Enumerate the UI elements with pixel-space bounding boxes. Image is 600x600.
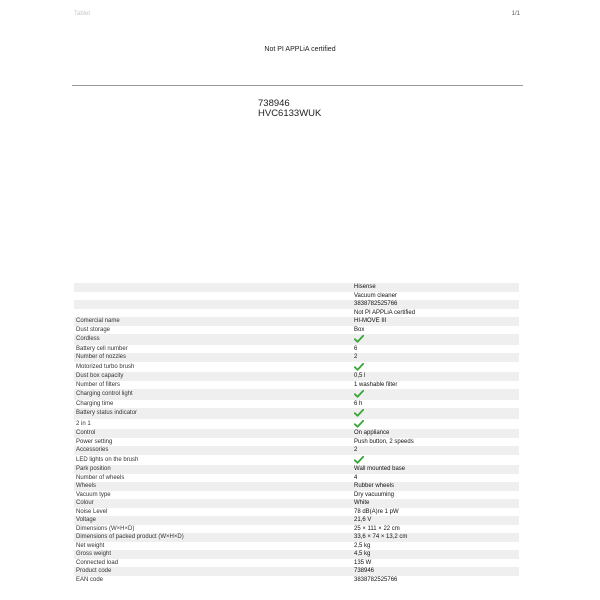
spec-value: On appliance: [354, 430, 390, 436]
checkmark-icon: [354, 420, 519, 428]
spec-label: Control: [76, 430, 96, 436]
spec-label: Dust storage: [76, 326, 111, 333]
spec-row: [74, 429, 519, 438]
spec-label: Motorized turbo brush: [76, 363, 135, 370]
spec-row: [74, 353, 519, 362]
product-code: 738946: [258, 98, 290, 109]
spec-value: Box: [354, 326, 365, 333]
spec-value: 3838782525766: [354, 301, 398, 307]
spec-label: Cordless: [76, 336, 100, 342]
spec-value: 4: [354, 474, 358, 481]
spec-row: [74, 516, 519, 525]
spec-row: [74, 408, 519, 419]
spec-row: [74, 455, 519, 466]
spec-value: 2: [354, 354, 358, 360]
spec-row: [74, 389, 519, 400]
spec-label: Colour: [76, 500, 94, 506]
spec-value: 21,6 V: [354, 517, 372, 523]
spec-label: Comercial name: [76, 318, 120, 324]
checkmark-icon: [354, 363, 519, 371]
spec-row: [74, 372, 519, 381]
spec-row: [74, 482, 519, 491]
spec-label: Dimensions (W×H×D): [76, 525, 135, 532]
spec-value: Push button, 2 speeds: [354, 438, 414, 445]
divider: [72, 85, 523, 86]
spec-value: 78 dB(A)re 1 pW: [354, 508, 399, 515]
spec-value: 135 W: [354, 559, 372, 566]
spec-table: [74, 283, 519, 584]
spec-intro-row: [74, 283, 519, 292]
spec-row: [74, 362, 519, 373]
spec-value: 2: [354, 447, 358, 453]
spec-value: 1 washable filter: [354, 381, 398, 388]
spec-row: [74, 567, 519, 576]
spec-label: Charging control light: [76, 391, 133, 397]
spec-value: Not PI APPLiA certified: [354, 309, 416, 316]
spec-row: [74, 525, 519, 534]
spec-label: Connected load: [76, 559, 119, 566]
spec-intro-row: [74, 309, 519, 318]
spec-row: [74, 576, 519, 585]
spec-row: [74, 334, 519, 345]
spec-value: Wall mounted base: [354, 466, 406, 472]
spec-row: [74, 438, 519, 447]
spec-label: Dust box capacity: [76, 373, 124, 379]
certificate-title: Not PI APPLiA certified: [264, 46, 336, 53]
spec-label: Power setting: [76, 438, 113, 445]
spec-row: [74, 491, 519, 500]
spec-value: HI-MOVE III: [354, 318, 387, 324]
spec-label: Battery cell number: [76, 345, 128, 352]
spec-row: [74, 419, 519, 430]
spec-row: [74, 508, 519, 517]
checkmark-icon: [354, 335, 519, 343]
product-model: HVC6133WUK: [258, 108, 322, 119]
spec-row: [74, 326, 519, 335]
spec-intro-row: [74, 300, 519, 309]
spec-label: Product code: [76, 568, 112, 574]
spec-row: [74, 542, 519, 551]
spec-value: 0,5 l: [354, 373, 366, 379]
spec-label: Dimensions of packed product (W×H×D): [76, 534, 184, 540]
spec-value: 738946: [354, 568, 375, 574]
checkmark-icon: [354, 409, 519, 417]
spec-label: Accessories: [76, 447, 109, 453]
spec-label: Number of filters: [76, 381, 121, 388]
spec-value: 33,6 × 74 × 13,2 cm: [354, 534, 408, 540]
spec-value: 3838782525766: [354, 576, 398, 583]
spec-label: Wheels: [76, 483, 97, 489]
spec-row: [74, 381, 519, 390]
checkmark-icon: [354, 456, 519, 464]
spec-label: 2 in 1: [76, 420, 91, 427]
spec-label: Net weight: [76, 542, 105, 549]
spec-label: Number of wheels: [76, 474, 125, 481]
spec-label: Battery status indicator: [76, 410, 138, 416]
spec-row: [74, 474, 519, 483]
spec-row: [74, 559, 519, 568]
spec-value: 6: [354, 345, 358, 352]
spec-label: Noise Level: [76, 508, 108, 515]
spec-label: Voltage: [76, 517, 97, 523]
spec-value: Rubber wheels: [354, 483, 395, 489]
product-id-block: [258, 99, 321, 119]
spec-intro-row: [74, 292, 519, 301]
spec-row: [74, 400, 519, 409]
spec-row: [74, 533, 519, 542]
spec-value: Vacuum cleaner: [354, 292, 397, 299]
spec-label: Park position: [76, 466, 111, 472]
spec-label: Number of nozzles: [76, 354, 127, 360]
spec-value: 2,5 kg: [354, 542, 371, 549]
spec-value: Hisense: [354, 284, 376, 290]
header-left-text: Tablet: [74, 11, 91, 17]
spec-row: [74, 446, 519, 455]
checkmark-icon: [354, 390, 519, 398]
spec-label: EAN code: [76, 576, 104, 583]
spec-row: [74, 499, 519, 508]
spec-value: White: [354, 500, 370, 506]
page-indicator: 1/1: [511, 11, 520, 17]
spec-value: 6 h: [354, 400, 363, 407]
spec-value: 4,5 kg: [354, 551, 371, 557]
spec-value: 25 × 111 × 22 cm: [354, 525, 400, 532]
spec-row: [74, 465, 519, 474]
spec-label: Charging time: [76, 400, 114, 407]
spec-row: [74, 345, 519, 354]
spec-label: Vacuum type: [76, 491, 111, 498]
spec-label: Gross weight: [76, 551, 112, 557]
spec-label: LED lights on the brush: [76, 456, 139, 463]
spec-value: Dry vacuuming: [354, 491, 395, 498]
spec-row: [74, 550, 519, 559]
spec-row: [74, 317, 519, 326]
